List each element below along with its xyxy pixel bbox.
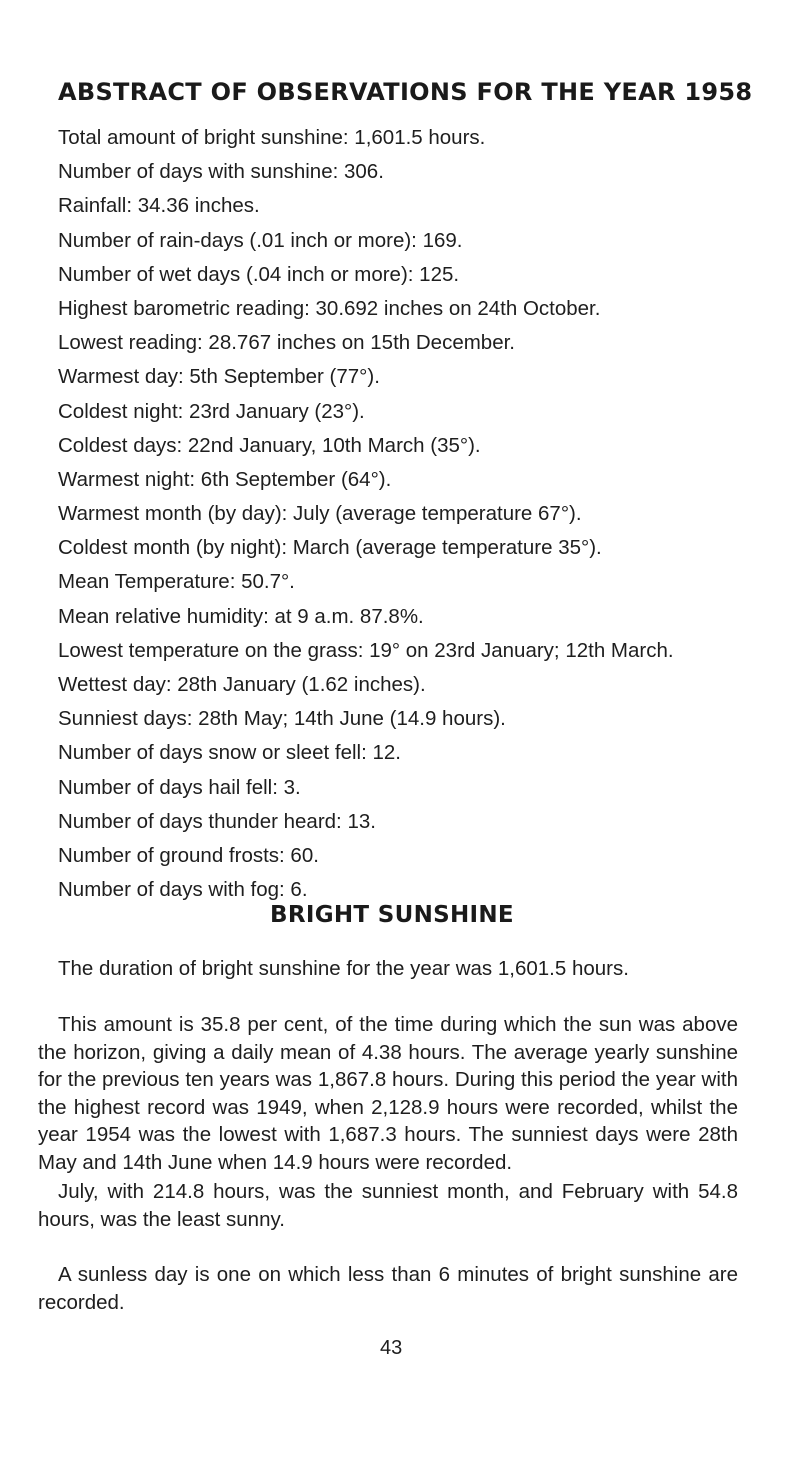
section-heading: BRIGHT SUNSHINE — [270, 902, 514, 928]
list-item: Wettest day: 28th January (1.62 inches). — [58, 673, 426, 696]
list-item: Number of days with fog: 6. — [58, 878, 308, 902]
observations-list — [58, 121, 674, 907]
list-item: Number of wet days (.04 inch or more): 125. — [58, 262, 460, 286]
list-item: Coldest night: 23rd January (23°). — [58, 399, 365, 423]
list-item: Rainfall: 34.36 inches. — [58, 194, 260, 218]
list-item: Number of days snow or sleet fell: 12. — [58, 741, 401, 765]
list-item: Warmest month (by day): July (average temperature 67°). — [58, 502, 582, 526]
list-item: Lowest reading: 28.767 inches on 15th December. — [58, 331, 515, 355]
paragraph: July, with 214.8 hours, was the sunniest month, and February with 54.8 hours, was the least sunny. — [38, 1180, 738, 1231]
list-item: Coldest month (by night): March (average temperature 35°). — [58, 536, 602, 560]
list-item: Mean Temperature: 50.7°. — [58, 570, 295, 594]
list-item: Number of days with sunshine: 306. — [58, 160, 384, 184]
list-item: Number of days thunder heard: 13. — [58, 809, 376, 833]
list-item: Sunniest days: 28th May; 14th June (14.9 hours). — [58, 707, 506, 731]
page-number: 43 — [380, 1337, 403, 1359]
paragraph: The duration of bright sunshine for the year was 1,601.5 hours. — [58, 957, 629, 980]
list-item: Warmest day: 5th September (77°). — [58, 365, 380, 389]
paragraph: A sunless day is one on which less than 6 minutes of bright sunshine are recorded. — [38, 1263, 738, 1314]
list-item: Number of days hail fell: 3. — [58, 775, 301, 799]
list-item: Warmest night: 6th September (64°). — [58, 467, 392, 491]
list-item: Total amount of bright sunshine: 1,601.5 hours. — [58, 126, 486, 149]
list-item: Number of ground frosts: 60. — [58, 843, 319, 867]
list-item: Highest barometric reading: 30.692 inches on 24th October. — [58, 296, 601, 320]
list-item: Lowest temperature on the grass: 19° on 23rd January; 12th March. — [58, 638, 674, 662]
paragraph: This amount is 35.8 per cent, of the time during which the sun was above the horizon, giving a daily mean of 4.38 hours. The average yearly sunshine for the previous ten years was 1,867.8 hours. During this period the year with the highest record was 1949, when 2,128.9 hours were recorded, whilst the year 1954 was the lowest with 1,687.3 hours. The sunniest days were 28th May and 14th June when 14.9 hours were recorded. — [38, 1013, 738, 1174]
list-item: Mean relative humidity: at 9 a.m. 87.8%. — [58, 604, 424, 628]
page-title: ABSTRACT OF OBSERVATIONS FOR THE YEAR 1958 — [58, 78, 753, 106]
list-item: Number of rain-days (.01 inch or more): 169. — [58, 228, 463, 252]
list-item: Coldest days: 22nd January, 10th March (35°). — [58, 433, 481, 457]
